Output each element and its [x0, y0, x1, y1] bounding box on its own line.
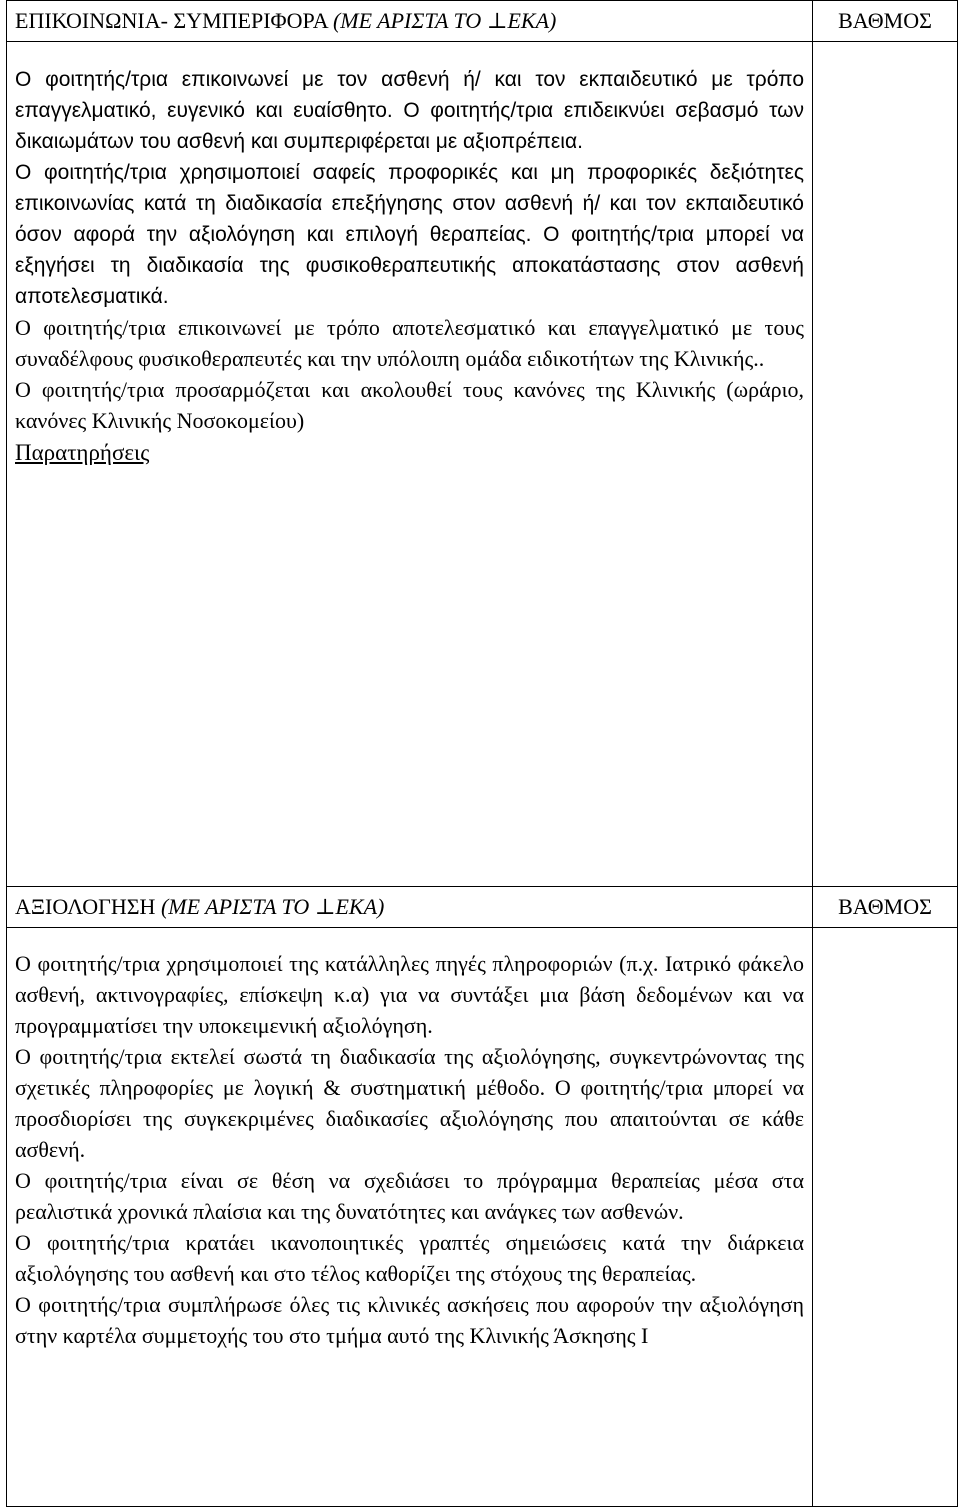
section2-title: ΑΞΙΟΛΟΓΗΣΗ — [15, 894, 156, 919]
section2-body-row — [7, 928, 958, 1507]
evaluation-form-table — [6, 0, 958, 1507]
section2-criterion-4: Ο φοιτητής/τρια κρατάει ικανοποιητικές γραπτές σημειώσεις κατά την διάρκεια αξιολόγησης του ασθενή και στο τέλος καθορίζει της στόχους της θεραπείας. — [15, 1230, 804, 1286]
section2-criterion-1: Ο φοιτητής/τρια χρησιμοποιεί της κατάλληλες πηγές πληροφοριών (π.χ. Ιατρικό φάκελο ασθενή, ακτινογραφίες, επίσκεψη κ.α) για να συντάξει μια βάση δεδομένων και να προγραμματίσει την υποκειμενική αξιολόγηση. — [15, 951, 804, 1038]
section1-criterion-4: Ο φοιτητής/τρια προσαρμόζεται και ακολουθεί τους κανόνες της Κλινικής (ωράριο, κανόνες Κλινικής Νοσοκομείου) — [15, 377, 804, 433]
section1-title: ΕΠΙΚΟΙΝΩΝΙΑ- ΣΥΜΠΕΡΙΦΟΡΑ — [15, 8, 328, 33]
section2-criteria-cell — [7, 928, 813, 1507]
section1-grade-header: ΒΑΘΜΟΣ — [813, 1, 958, 42]
section1-body-row — [7, 42, 958, 887]
section1-notes-label: Παρατηρήσεις — [15, 440, 150, 465]
section2-subtitle: (ΜΕ ΑΡΙΣΤΑ ΤΟ ⊥ΕΚΑ) — [160, 894, 385, 919]
section1-title-cell — [7, 1, 813, 42]
section1-criterion-3: Ο φοιτητής/τρια επικοινωνεί με τρόπο αποτελεσματικό και επαγγελματικό με τους συναδέλφους φυσικοθεραπευτές και την υπόλοιπη ομάδα ειδικοτήτων της Κλινικής.. — [15, 315, 804, 371]
section2-grade-cell[interactable] — [813, 928, 958, 1507]
section2-header-row — [7, 887, 958, 928]
section1-header-row — [7, 1, 958, 42]
section1-criteria-cell — [7, 42, 813, 887]
section1-criterion-1: Ο φοιτητής/τρια επικοινωνεί με τον ασθενή ή/ και τον εκπαιδευτικό με τρόπο επαγγελματικό, ευγενικό και ευαίσθητο. Ο φοιτητής/τρια επιδεικνύει σεβασμό των δικαιωμάτων του ασθενή και συμπεριφέρεται με αξιοπρέπεια. — [15, 68, 804, 153]
section2-criterion-3: Ο φοιτητής/τρια είναι σε θέση να σχεδιάσει το πρόγραμμα θεραπείας μέσα στα ρεαλιστικά χρονικά πλαίσια και της δυνατότητες και ανάγκες των ασθενών. — [15, 1168, 804, 1224]
section1-subtitle: (ΜΕ ΑΡΙΣΤΑ ΤΟ ⊥ΕΚΑ) — [332, 8, 557, 33]
section2-criterion-5: Ο φοιτητής/τρια συμπλήρωσε όλες τις κλινικές ασκήσεις που αφορούν την αξιολόγηση στην καρτέλα συμμετοχής του στο τμήμα αυτό της Κλινικής Άσκησης Ι — [15, 1292, 804, 1348]
section1-grade-cell[interactable] — [813, 42, 958, 887]
section2-title-cell — [7, 887, 813, 928]
section2-criterion-2: Ο φοιτητής/τρια εκτελεί σωστά τη διαδικασία της αξιολόγησης, συγκεντρώνοντας της σχετικές πληροφορίες με λογική & συστηματική μέθοδο. Ο φοιτητής/τρια μπορεί να προσδιορίσει της συγκεκριμένες διαδικασίες αξιολόγησης που απαιτούνται σε κάθε ασθενή. — [15, 1044, 804, 1162]
section2-grade-header: ΒΑΘΜΟΣ — [813, 887, 958, 928]
section1-criterion-2: Ο φοιτητής/τρια χρησιμοποιεί σαφείς προφορικές και μη προφορικές δεξιότητες επικοινωνίας κατά τη διαδικασία επεξήγησης στον ασθενή ή/ και τον εκπαιδευτικό όσον αφορά την αξιολόγηση και επιλογή θεραπείας. Ο φοιτητής/τρια μπορεί να εξηγήσει τη διαδικασία της φυσικοθεραπευτικής αποκατάστασης στον ασθενή αποτελεσματικά. — [15, 161, 804, 308]
